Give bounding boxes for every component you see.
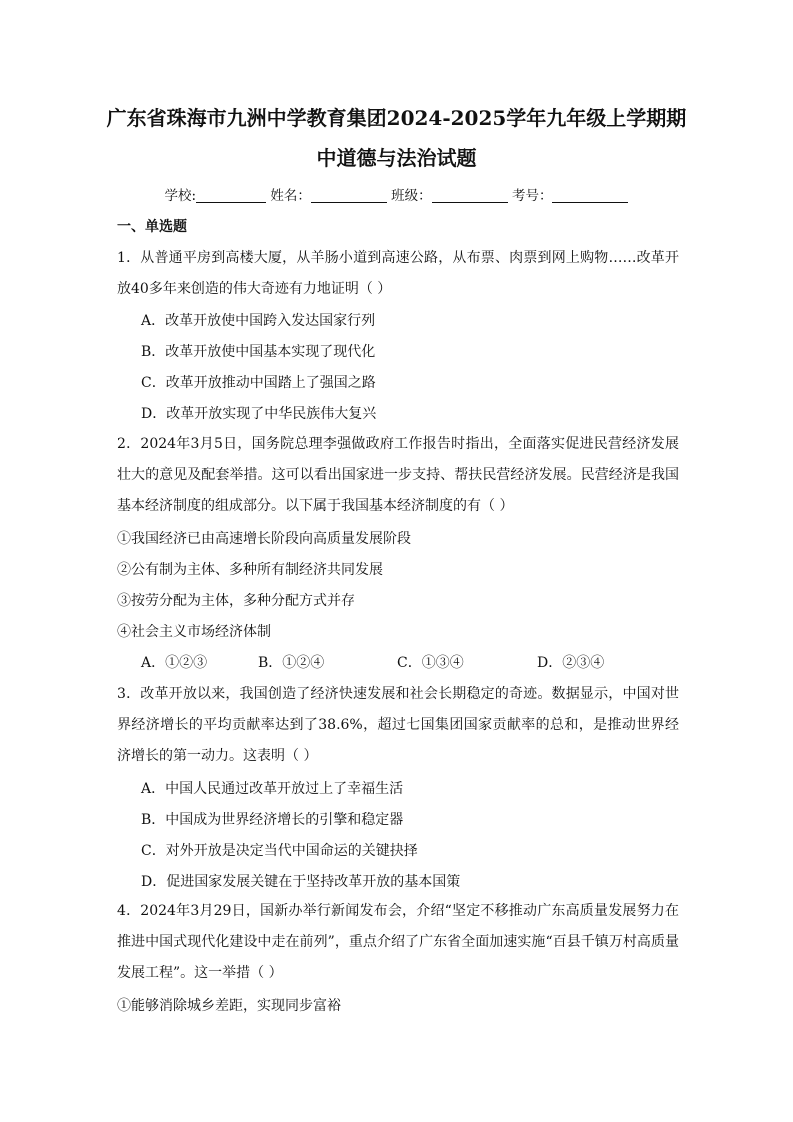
question-2-option-b: B．①②④ xyxy=(258,655,325,671)
question-3-stem: 3．改革开放以来，我国创造了经济快速发展和社会长期稳定的奇迹。数据显示，中国对世界经济增长的平均贡献率达到了38.6%，超过七国集团国家贡献率的总和，是推动世界经济增长的第一动力。这表明（ ） xyxy=(117,686,679,764)
question-2-option-c: C．①③④ xyxy=(397,655,464,671)
question-2-item-4: ④社会主义市场经济体制 xyxy=(117,624,271,640)
question-3-option-c: C．对外开放是决定当代中国命运的关键抉择 xyxy=(141,843,418,859)
question-2-item-3: ③按劳分配为主体，多种分配方式并存 xyxy=(117,593,355,609)
question-1-stem: 1．从普通平房到高楼大厦，从羊肠小道到高速公路，从布票、肉票到网上购物……改革开放40多年来创造的伟大奇迹有力地证明（ ） xyxy=(117,250,679,297)
question-3-option-b: B．中国成为世界经济增长的引擎和稳定器 xyxy=(141,812,404,828)
question-2-option-a: A．①②③ xyxy=(141,655,208,671)
section-title: 一、单选题 xyxy=(117,219,187,235)
exam-no-blank xyxy=(552,188,628,203)
question-2-item-1: ①我国经济已由高速增长阶段向高质量发展阶段 xyxy=(117,531,411,547)
school-blank xyxy=(196,188,266,203)
question-4-stem: 4．2024年3月29日，国新办举行新闻发布会，介绍“坚定不移推动广东高质量发展努力在推进中国式现代化建设中走在前列”，重点介绍了广东省全面加速实施“百县千镇万村高质量发展工程”。这一举措（ ） xyxy=(117,903,679,981)
class-label: 班级： xyxy=(391,188,432,204)
question-2-item-2: ②公有制为主体、多种所有制经济共同发展 xyxy=(117,562,383,578)
question-1-option-a: A．改革开放使中国跨入发达国家行列 xyxy=(141,313,376,329)
school-label: 学校: xyxy=(164,188,197,204)
student-info-row xyxy=(0,186,793,206)
class-blank xyxy=(432,188,508,203)
exam-no-label: 考号： xyxy=(511,188,553,204)
page-title-line1: 广东省珠海市九洲中学教育集团2024-2025学年九年级上学期期 xyxy=(106,106,687,130)
name-label: 姓名： xyxy=(270,188,311,204)
question-2-stem: 2．2024年3月5日，国务院总理李强做政府工作报告时指出，全面落实促进民营经济发展壮大的意见及配套举措。这可以看出国家进一步支持、帮扶民营经济发展。民营经济是我国基本经济制度的组成部分。以下属于我国基本经济制度的有（ ） xyxy=(117,436,679,514)
question-3-option-a: A．中国人民通过改革开放过上了幸福生活 xyxy=(141,781,404,797)
name-blank xyxy=(311,188,387,203)
question-2-option-d: D．②③④ xyxy=(537,655,605,671)
page-title-line2: 中道德与法治试题 xyxy=(316,146,477,170)
question-3-option-d: D．促进国家发展关键在于坚持改革开放的基本国策 xyxy=(141,874,461,890)
question-4-item-1: ①能够消除城乡差距，实现同步富裕 xyxy=(117,998,341,1014)
question-1-option-c: C．改革开放推动中国踏上了强国之路 xyxy=(141,375,376,391)
question-1-option-d: D．改革开放实现了中华民族伟大复兴 xyxy=(141,406,377,422)
question-1-option-b: B．改革开放使中国基本实现了现代化 xyxy=(141,344,376,360)
